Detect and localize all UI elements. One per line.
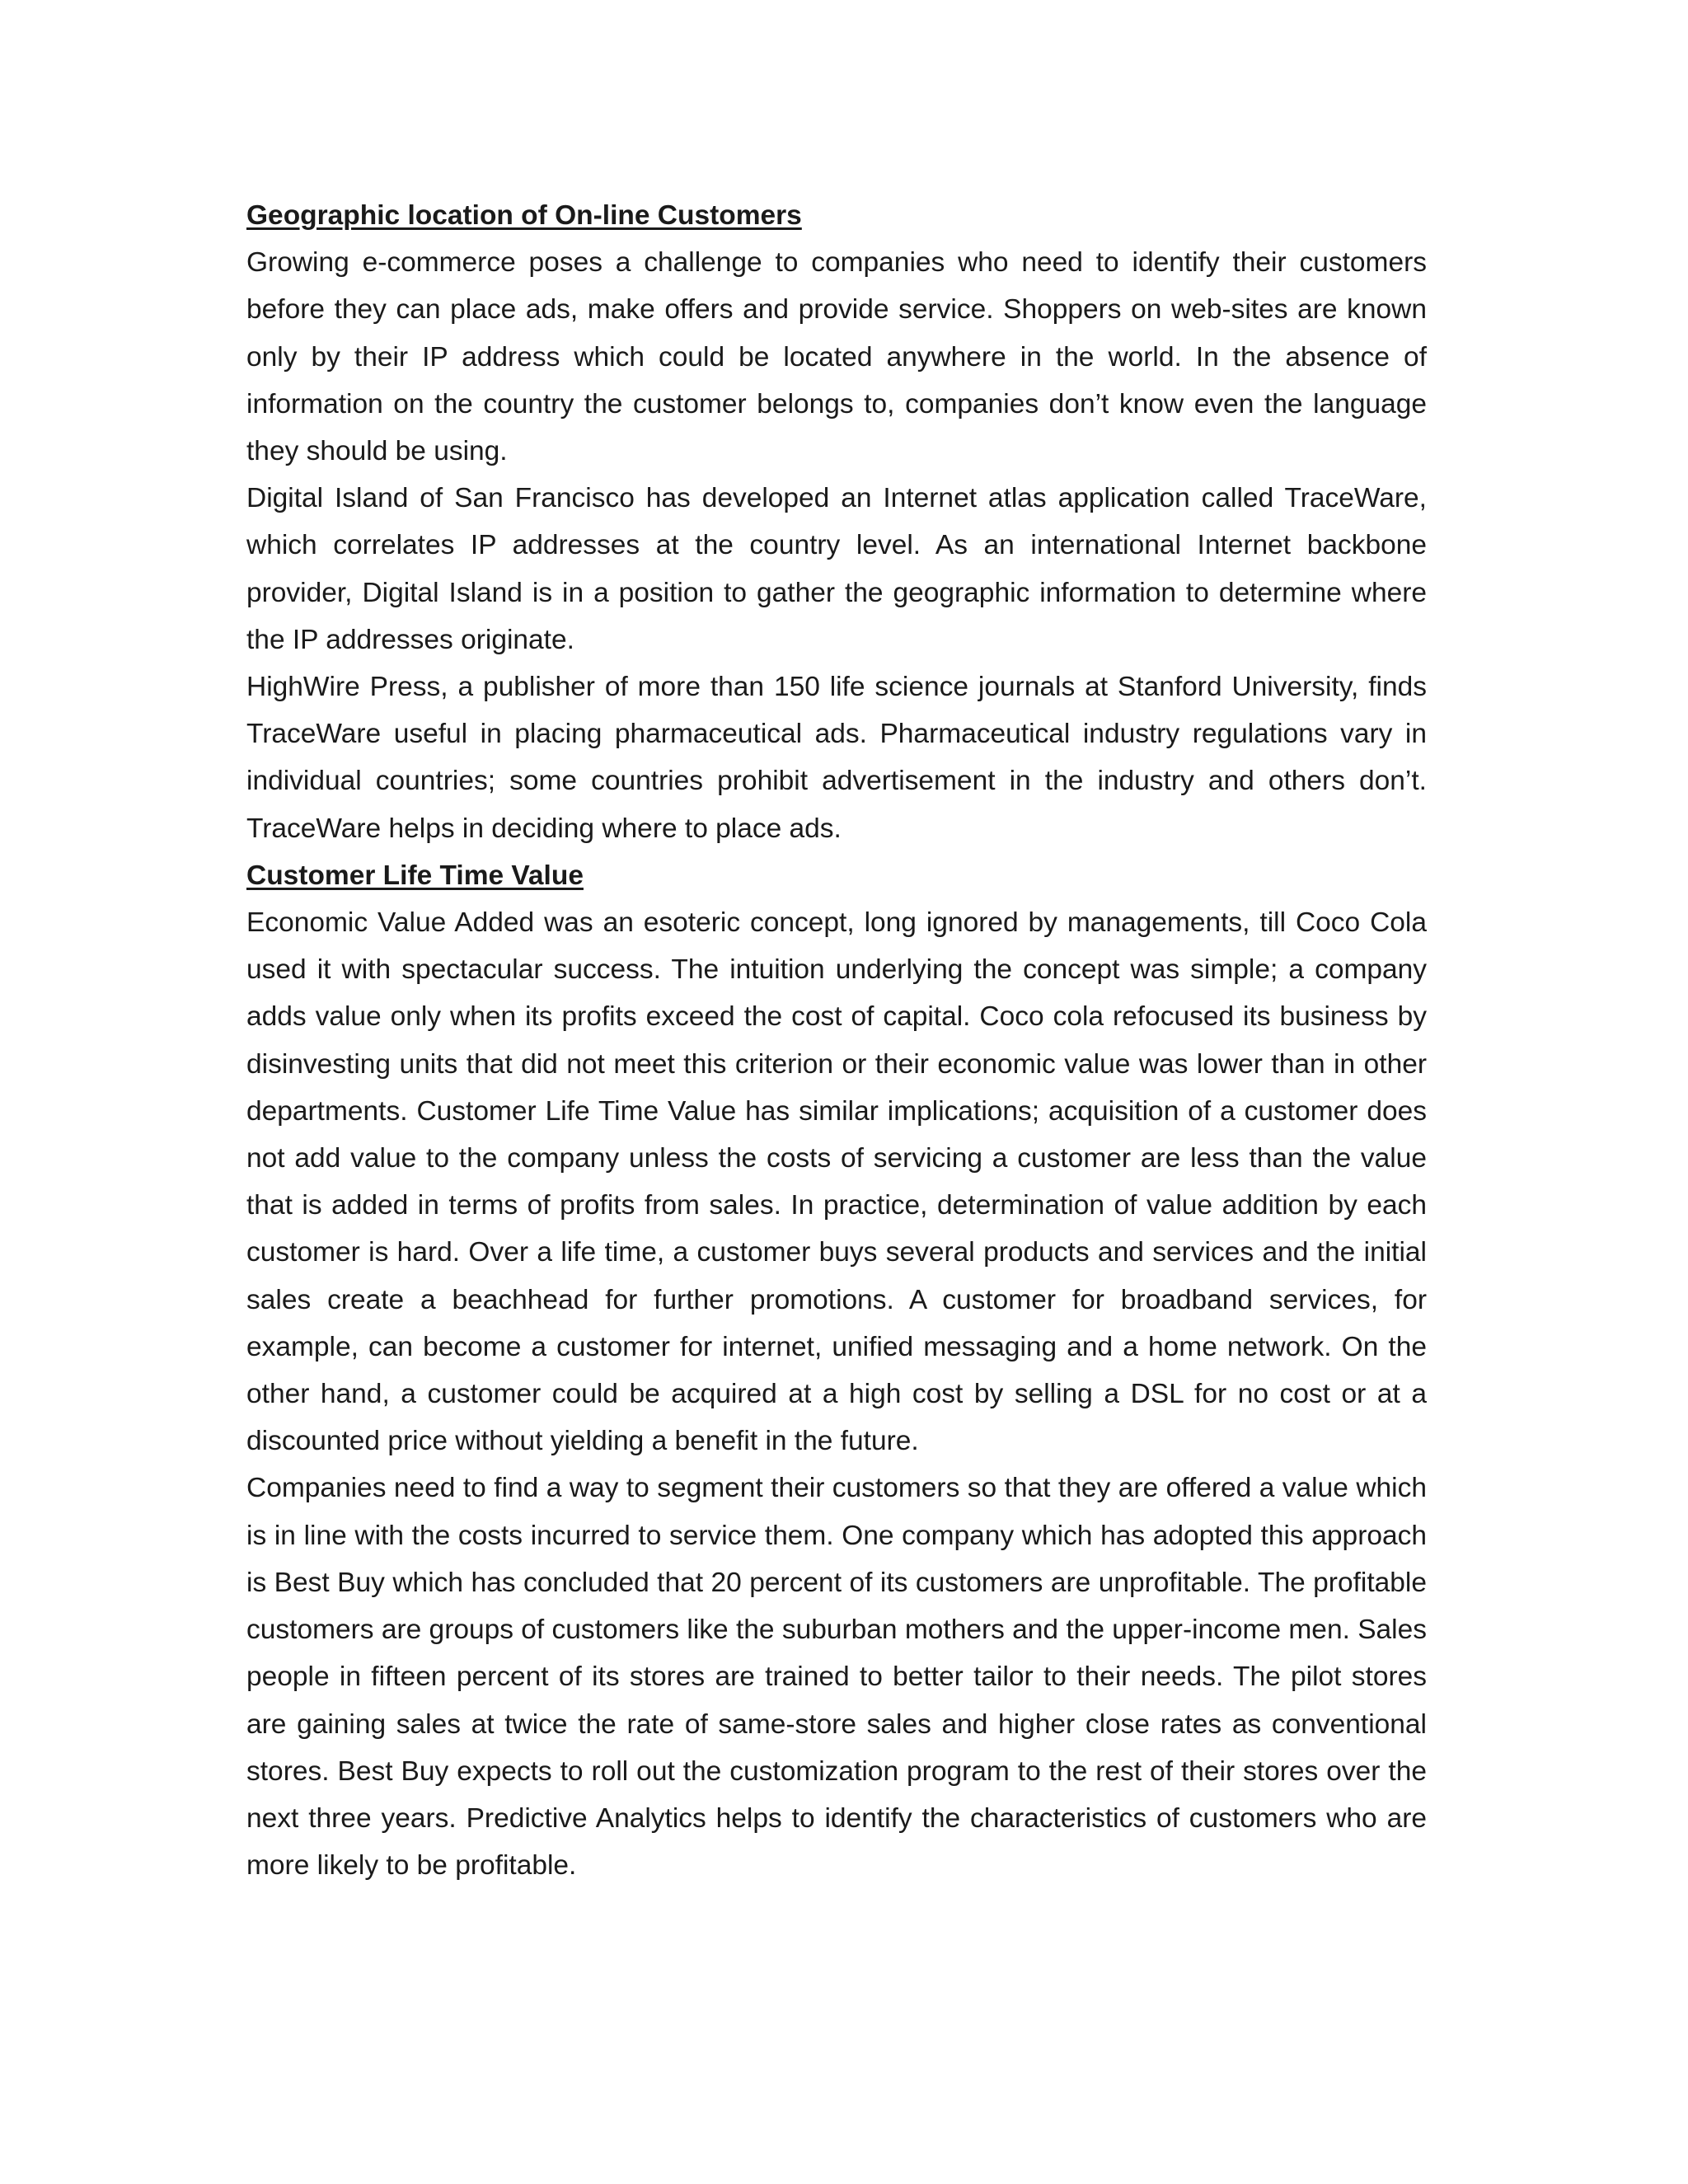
paragraph: Economic Value Added was an esoteric concept, long ignored by managements, till Coco Cola used it with spectacular success. The intuition underlying the concept was simple; a company adds value only when its profits exceed the cost of capital. Coco cola refocused its business by disinvesting units that did not meet this criterion or their economic value was lower than in other departments. Customer Life Time Value has similar implications; acquisition of a customer does not add value to the company unless the costs of servicing a customer are less than the value that is added in terms of profits from sales. In practice, determination of value addition by each customer is hard. Over a life time, a customer buys several products and services and the initial sales create a beachhead for further promotions. A customer for broadband services, for example, can become a customer for internet, unified messaging and a home network. On the other hand, a customer could be acquired at a high cost by selling a DSL for no cost or at a discounted price without yielding a benefit in the future. [246,907,1427,1457]
section-geographic-location [246,192,1427,852]
section-heading: Customer Life Time Value [246,860,584,891]
section-customer-life-time-value [246,852,1427,1889]
paragraph: Growing e-commerce poses a challenge to companies who need to identify their customers before they can place ads, make offers and provide service. Shoppers on web-sites are known only by their IP address which could be located anywhere in the world. In the absence of information on the country the customer belongs to, companies don’t know even the language they should be using. [246,247,1427,467]
paragraph: Companies need to find a way to segment their customers so that they are offered a value which is in line with the costs incurred to service them. One company which has adopted this approach is Best Buy which has concluded that 20 percent of its customers are unprofitable. The profitable customers are groups of customers like the suburban mothers and the upper-income men. Sales people in fifteen percent of its stores are trained to better tailor to their needs. The pilot stores are gaining sales at twice the rate of same-store sales and higher close rates as conventional stores. Best Buy expects to roll out the customization program to the rest of their stores over the next three years. Predictive Analytics helps to identify the characteristics of customers who are more likely to be profitable. [246,1473,1427,1882]
section-heading: Geographic location of On-line Customers [246,200,802,231]
document-body [246,192,1427,1889]
paragraph: HighWire Press, a publisher of more than 150 life science journals at Stanford University, finds TraceWare useful in placing pharmaceutical ads. Pharmaceutical industry regulations vary in individual countries; some countries prohibit advertisement in the industry and others don’t. TraceWare helps in deciding where to place ads. [246,672,1427,844]
paragraph: Digital Island of San Francisco has developed an Internet atlas application called TraceWare, which correlates IP addresses at the country level. As an international Internet backbone provider, Digital Island is in a position to gather the geographic information to determine where the IP addresses originate. [246,483,1427,655]
